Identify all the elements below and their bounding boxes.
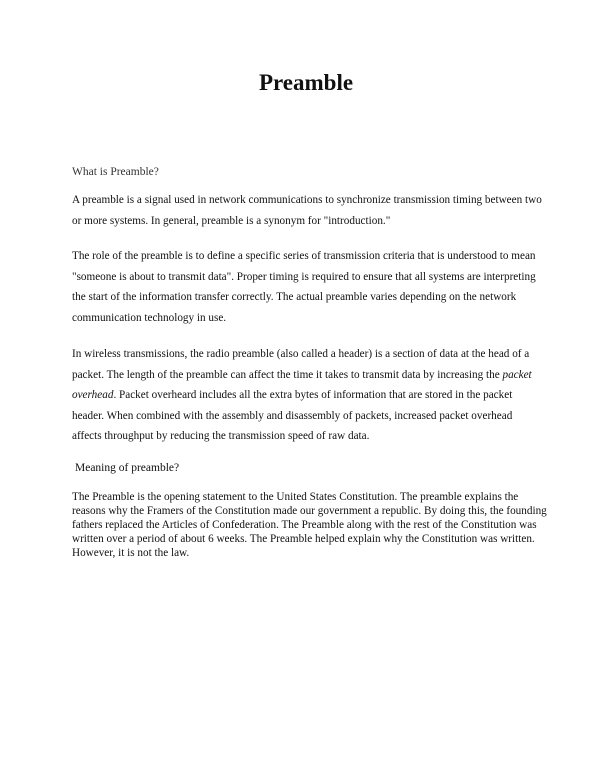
paragraph-wireless bbox=[72, 344, 542, 447]
paragraph-wireless-text-start: In wireless transmissions, the radio preamble (also called a header) is a section of data at the head of a packet. The length of the preamble can affect the time it takes to transmit data by increasing the bbox=[72, 348, 530, 381]
packet-overhead-emphasis: packet overhead bbox=[72, 368, 532, 401]
paragraph-definition: A preamble is a signal used in network communications to synchronize transmission timing between two or more systems. In general, preamble is a synonym for "introduction." bbox=[72, 194, 542, 227]
paragraph-wireless-text-end: . Packet overheard includes all the extra bytes of information that are stored in the packet header. When combined with the assembly and disassembly of packets, increased packet overhead affects throughput by reducing the transmission speed of raw data. bbox=[72, 389, 513, 442]
section-heading-what-is-preamble: What is Preamble? bbox=[72, 166, 159, 178]
section-heading-meaning-of-preamble: Meaning of preamble? bbox=[75, 462, 180, 474]
page-title: Preamble bbox=[258, 70, 354, 95]
paragraph-role: The role of the preamble is to define a specific series of transmission criteria that is understood to mean "someone is about to transmit data". Proper timing is required to ensure that all systems are interpreting the start of the information transfer correctly. The actual preamble varies depending on the network communication technology in use. bbox=[72, 250, 536, 324]
paragraph-constitution: The Preamble is the opening statement to the United States Constitution. The preamble explains the reasons why the Framers of the Constitution made our government a republic. By doing this, the founding fathers replaced the Articles of Confederation. The Preamble along with the rest of the Constitution was written over a period of about 6 weeks. The Preamble helped explain why the Constitution was written. However, it is not the law. bbox=[72, 491, 547, 559]
